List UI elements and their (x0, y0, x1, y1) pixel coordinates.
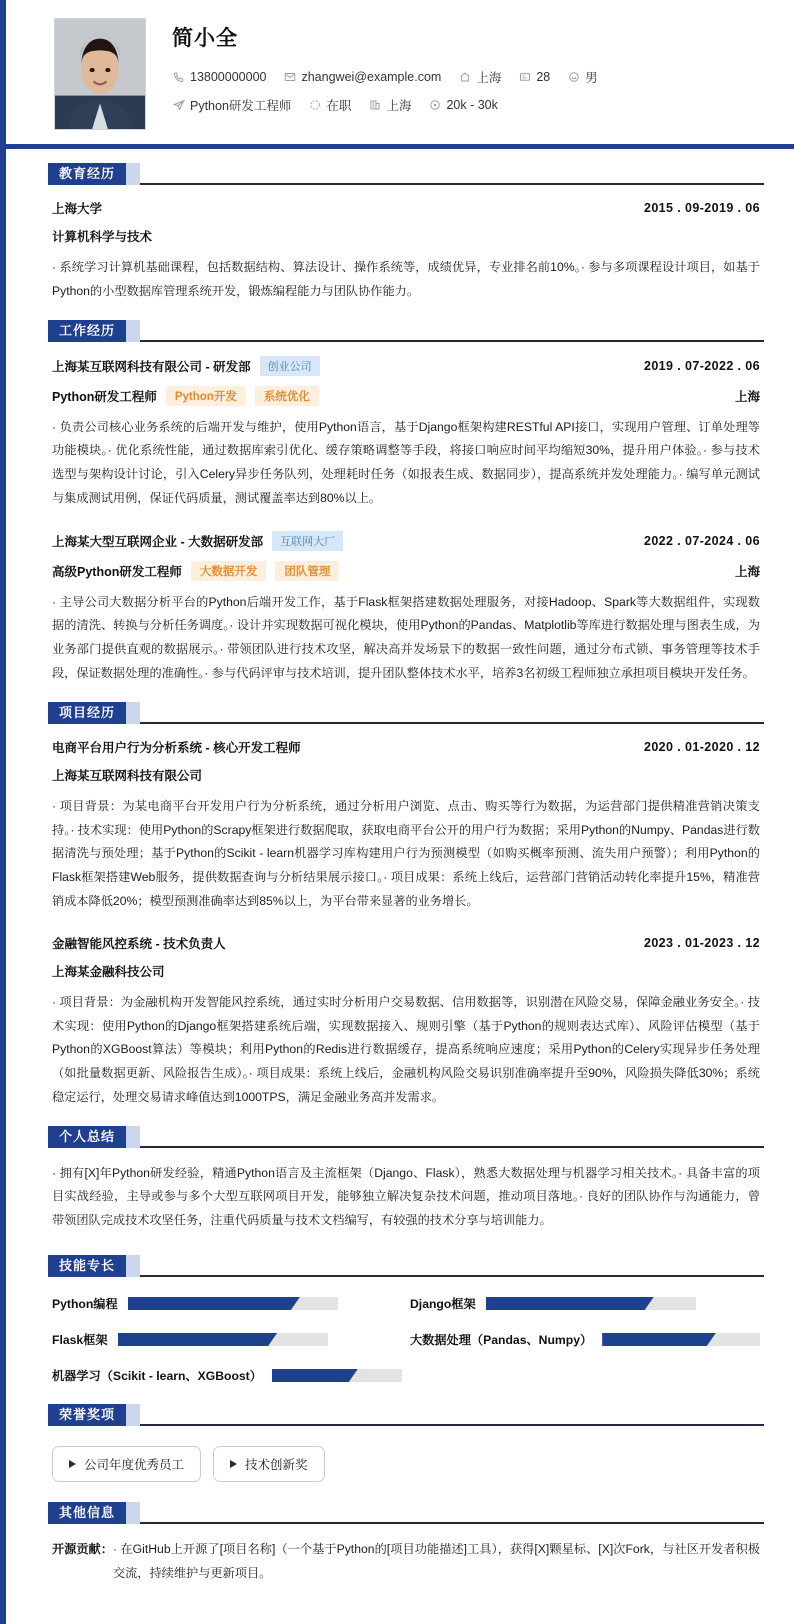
skill-item (52, 1331, 402, 1348)
section-header-project (48, 702, 764, 724)
gender-icon (567, 71, 580, 84)
section-tail (126, 1502, 140, 1524)
education-school: 上海大学 (52, 202, 103, 216)
project-title-row (52, 934, 760, 952)
section-body-summary (48, 1150, 764, 1249)
award-label: 技术创新奖 (245, 1457, 308, 1472)
skill-fill (486, 1297, 654, 1310)
work-company-row (52, 531, 760, 551)
contact-age (518, 70, 550, 84)
award-label: 公司年度优秀员工 (84, 1457, 185, 1472)
education-desc: · 系统学习计算机基础课程，包括数据结构、算法设计、操作系统等，成绩优异，专业排名前10%。· 参与多项课程设计项目，如基于Python的小型数据库管理系统开发，锻炼编程能力与团队协作能力。 (52, 260, 760, 298)
skill-fill (272, 1369, 358, 1382)
project-name: 金融智能风控系统 - 技术负责人 (52, 936, 226, 951)
section-tail (126, 1255, 140, 1277)
contact-city-text: 上海 (476, 71, 502, 85)
work-position-row (52, 386, 760, 406)
project-date: 2023 . 01-2023 . 12 (643, 935, 760, 950)
other-info-text: · 在GitHub上开源了[项目名称]（一个基于Python的[项目功能描述]工具），获得[X]颗星标、[X]次Fork，与社区开发者积极交流，持续维护与更新项目。 (112, 1541, 760, 1580)
section-body-work (48, 344, 764, 696)
section-rule (140, 340, 764, 342)
phone-icon (172, 71, 185, 84)
section-title-awards: 荣誉奖项 (48, 1404, 126, 1426)
skill-label: Python编程 (52, 1296, 118, 1311)
contact-gender (567, 68, 598, 86)
contact-city (458, 68, 501, 86)
section-title-other: 其他信息 (48, 1502, 126, 1524)
section-education (48, 163, 764, 314)
skill-progress-bar (602, 1333, 760, 1346)
work-date: 2019 . 07-2022 . 06 (643, 358, 760, 373)
section-tail (126, 1126, 140, 1148)
work-entry (52, 531, 760, 686)
building-icon (368, 99, 381, 112)
section-tail (126, 1404, 140, 1426)
work-date: 2022 . 07-2024 . 06 (643, 533, 760, 548)
work-desc: · 负责公司核心业务系统的后端开发与维护，使用Python语言，基于Django框架构建RESTful API接口，实现用户管理、订单处理等功能模块。· 优化系统性能，通过数据库索引优化、缓存策略调整等手段，将接口响应时间平均缩短30%，提升用户体验。· 参与技术选型与架构设计讨论，引入Celery异步任务队列，处理耗时任务（如报表生成、数据同步），提高系统并发处理能力。· 编写单元测试与集成测试用例，保证代码质量，测试覆盖率达到80%以上。 (52, 419, 760, 505)
section-body-other (48, 1526, 764, 1592)
contact-phone-text: 13800000000 (190, 70, 267, 84)
job-status (308, 96, 351, 114)
work-skill-tag: 系统优化 (255, 386, 319, 406)
project-company: 上海某金融科技公司 (52, 964, 165, 979)
section-header-awards (48, 1404, 764, 1426)
skill-label: 机器学习（Scikit - learn、XGBoost） (52, 1368, 262, 1383)
section-tail (126, 320, 140, 342)
section-project (48, 702, 764, 1120)
contact-email-text: zhangwei@example.com (301, 70, 442, 84)
skill-fill (118, 1333, 278, 1346)
project-left (52, 934, 226, 952)
home-icon (458, 71, 471, 84)
section-rule (140, 1522, 764, 1524)
project-left (52, 738, 301, 756)
salary-range-text: 20k - 30k (446, 98, 498, 112)
job-title-text: Python研发工程师 (190, 99, 292, 113)
section-rule (140, 1146, 764, 1148)
education-date: 2015 . 09-2019 . 06 (643, 201, 760, 215)
job-location-text: 上海 (386, 99, 412, 113)
section-rule (140, 722, 764, 724)
section-skills (48, 1255, 764, 1390)
project-desc: · 项目背景：为某电商平台开发用户行为分析系统，通过分析用户浏览、点击、购买等行为数据，为运营部门提供精准营销决策支持。· 技术实现：使用Python的Scrapy框架进行数据爬取，获取电商平台公开的用户行为数据；采用Python的Numpy、Pandas进行数据清洗与预处理；基于Python的Scikit - learn机器学习库构建用户行为预测模型（如购买概率预测、流失用户预警）；利用Python的Flask框架搭建Web服务，提供数据查询与分析结果展示接口。· 项目成果：系统上线后，运营部门营销活动转化率提升15%，精准营销成本降低20%；模型预测准确率达到85%以上，为平台带来显著的业务增长。 (52, 798, 760, 908)
page-title: 简小全 (172, 27, 238, 50)
section-awards (48, 1404, 764, 1488)
work-company: 上海某大型互联网企业 - 大数据研发部 (52, 534, 264, 549)
section-summary (48, 1126, 764, 1249)
section-header-work (48, 320, 764, 342)
skill-item (52, 1295, 402, 1312)
section-title-summary: 个人总结 (48, 1126, 126, 1148)
job-title (172, 96, 291, 114)
work-company: 上海某互联网科技有限公司 - 研发部 (52, 359, 251, 374)
section-rule (140, 183, 764, 185)
skill-label: Flask框架 (52, 1332, 108, 1347)
play-triangle-icon (230, 1460, 237, 1468)
section-header-other (48, 1502, 764, 1524)
awards-list (52, 1440, 760, 1482)
work-company-left (52, 531, 343, 551)
skill-fill (128, 1297, 300, 1310)
salary-icon (428, 99, 441, 112)
education-entry (52, 199, 760, 304)
section-tail (126, 163, 140, 185)
skill-progress-bar (128, 1297, 338, 1310)
section-work (48, 320, 764, 696)
section-other (48, 1502, 764, 1592)
skill-fill (602, 1333, 716, 1346)
header-main (172, 18, 764, 124)
section-header-skills (48, 1255, 764, 1277)
section-rule (140, 1424, 764, 1426)
work-location: 上海 (734, 389, 760, 404)
contact-phone (172, 70, 266, 84)
section-body-project (48, 726, 764, 1120)
skill-item (52, 1367, 402, 1384)
project-title-row (52, 738, 760, 756)
work-position: Python研发工程师 (52, 389, 157, 404)
project-desc: · 项目背景：为金融机构开发智能风控系统，通过实时分析用户交易数据、信用数据等，识别潜在风险交易，保障金融业务安全。· 技术实现：使用Python的Django框架搭建系统后端，实现数据接入、规则引擎（基于Python的规则表达式库）、风险评估模型（基于Python的XGBoost算法）等模块；利用Python的Redis进行数据缓存，提高系统响应速度；采用Python的Celery实现异步任务处理（如批量数据更新、风险报告生成）。· 项目成果：系统上线后，金融机构风险交易识别准确率提升至90%，风险损失降低30%；系统稳定运行，处理交易请求峰值达到1000TPS，满足金融业务高并发需求。 (52, 994, 760, 1104)
award-chip[interactable] (52, 1446, 201, 1482)
project-date: 2020 . 01-2020 . 12 (643, 739, 760, 754)
contact-row-2 (172, 96, 764, 114)
skill-label: 大数据处理（Pandas、Numpy） (410, 1332, 593, 1347)
work-skill-tag: 团队管理 (275, 561, 339, 581)
work-position: 高级Python研发工程师 (52, 564, 182, 579)
work-company-tag: 创业公司 (260, 356, 320, 376)
resume-body (6, 149, 794, 1624)
work-position-left (52, 386, 319, 406)
avatar (54, 18, 146, 130)
award-chip[interactable] (213, 1446, 325, 1482)
work-entry (52, 356, 760, 511)
section-rule (140, 1275, 764, 1277)
skill-item (410, 1295, 760, 1312)
contact-email (283, 70, 441, 84)
contact-age-text: 28 (536, 70, 551, 84)
summary-text: · 拥有[X]年Python研发经验，精通Python语言及主流框架（Django、Flask），熟悉大数据处理与机器学习相关技术。· 具备丰富的项目实战经验，主导或参与多个大型互联网项目开发，能够独立解决复杂技术问题，推动项目落地。· 良好的团队协作与沟通能力，曾带领团队完成技术攻坚任务，注重代码质量与技术文档编写，有较强的技术分享与培训能力。 (52, 1165, 760, 1228)
section-title-project: 项目经历 (48, 702, 126, 724)
skill-progress-bar (118, 1333, 328, 1346)
mail-icon (283, 71, 296, 84)
job-location (368, 96, 411, 114)
skill-item (410, 1331, 760, 1348)
work-skill-tag: 大数据开发 (191, 561, 267, 581)
work-company-left (52, 356, 320, 376)
work-company-row (52, 356, 760, 376)
work-desc: · 主导公司大数据分析平台的Python后端开发工作，基于Flask框架搭建数据处理服务，对接Hadoop、Spark等大数据组件，实现数据的清洗、转换与分析任务调度。· 设计并实现数据可视化模块，使用Python的Pandas、Matplotlib等库进行数据处理与图表生成，为业务部门提供直观的数据展示。· 带领团队进行技术攻坚，解决高并发场景下的数据一致性问题，通过分布式锁、事务管理等技术手段，保证数据处理的准确性。· 参与代码评审与技术培训，提升团队整体技术水平，培养3名初级工程师独立承担项目模块开发任务。 (52, 594, 760, 681)
education-major: 计算机科学与技术 (52, 230, 153, 244)
project-entry (52, 738, 760, 914)
section-body-education (48, 187, 764, 314)
skill-progress-bar (486, 1297, 696, 1310)
id-card-icon (518, 71, 531, 84)
skills-grid (52, 1291, 760, 1384)
section-tail (126, 702, 140, 724)
work-skill-tag: Python开发 (166, 386, 246, 406)
section-title-education: 教育经历 (48, 163, 126, 185)
project-company: 上海某互联网科技有限公司 (52, 768, 203, 783)
resume-header (6, 0, 794, 149)
education-left (52, 199, 102, 217)
work-position-row (52, 561, 760, 581)
project-entry (52, 934, 760, 1110)
section-body-skills (48, 1279, 764, 1390)
section-title-skills: 技能专长 (48, 1255, 126, 1277)
skill-label: Django框架 (410, 1296, 476, 1311)
paper-plane-icon (172, 99, 185, 112)
other-info-row (52, 1538, 760, 1586)
work-company-tag: 互联网大厂 (272, 531, 343, 551)
section-body-awards (48, 1428, 764, 1488)
contact-gender-text: 男 (585, 71, 598, 85)
salary-range (428, 98, 497, 112)
skill-progress-bar (272, 1369, 402, 1382)
work-location: 上海 (734, 564, 760, 579)
play-triangle-icon (69, 1460, 76, 1468)
job-status-text: 在职 (326, 99, 352, 113)
section-header-education (48, 163, 764, 185)
status-icon (308, 99, 321, 112)
other-info-label: 开源贡献： (52, 1541, 113, 1556)
section-header-summary (48, 1126, 764, 1148)
work-position-left (52, 561, 339, 581)
section-title-work: 工作经历 (48, 320, 126, 342)
project-name: 电商平台用户行为分析系统 - 核心开发工程师 (52, 740, 301, 755)
contact-row-1 (172, 68, 764, 86)
education-title-row (52, 199, 760, 217)
